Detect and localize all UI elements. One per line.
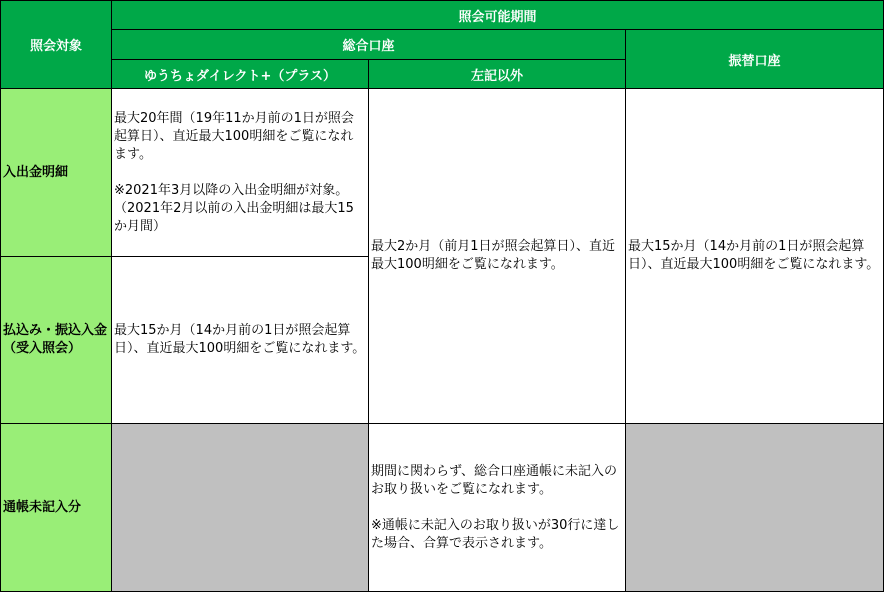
header-period: 照会可能期間 xyxy=(112,1,884,30)
header-other: 左記以外 xyxy=(369,60,626,89)
header-furikae-account: 振替口座 xyxy=(626,30,884,89)
header-sogo-account: 総合口座 xyxy=(112,30,626,60)
row-label-nyushukkin: 入出金明細 xyxy=(1,89,112,257)
cell-tsucho-yucho-direct-na xyxy=(112,424,369,592)
header-yucho-direct: ゆうちょダイレクト+（プラス） xyxy=(112,60,369,89)
cell-shared-furikae: 最大15か月（14か月前の1日が照会起算日）、直近最大100明細をご覧になれます。 xyxy=(626,89,884,424)
cell-nyushukkin-yucho-direct: 最大20年間（19年11か月前の1日が照会起算日）、直近最大100明細をご覧になれます。 ※2021年3月以降の入出金明細が対象。（2021年2月以前の入出金明細は最大15か月間） xyxy=(112,89,369,257)
header-target: 照会対象 xyxy=(1,1,112,89)
row-label-haraikomi: 払込み・振込入金（受入照会） xyxy=(1,257,112,424)
cell-shared-other: 最大2か月（前月1日が照会起算日）、直近最大100明細をご覧になれます。 xyxy=(369,89,626,424)
cell-tsucho-other: 期間に関わらず、総合口座通帳に未記入のお取り扱いをご覧になれます。 ※通帳に未記入のお取り扱いが30行に達した場合、合算で表示されます。 xyxy=(369,424,626,592)
cell-haraikomi-yucho-direct: 最大15か月（14か月前の1日が照会起算日）、直近最大100明細をご覧になれます。 xyxy=(112,257,369,424)
row-label-tsucho: 通帳未記入分 xyxy=(1,424,112,592)
cell-tsucho-furikae-na xyxy=(626,424,884,592)
